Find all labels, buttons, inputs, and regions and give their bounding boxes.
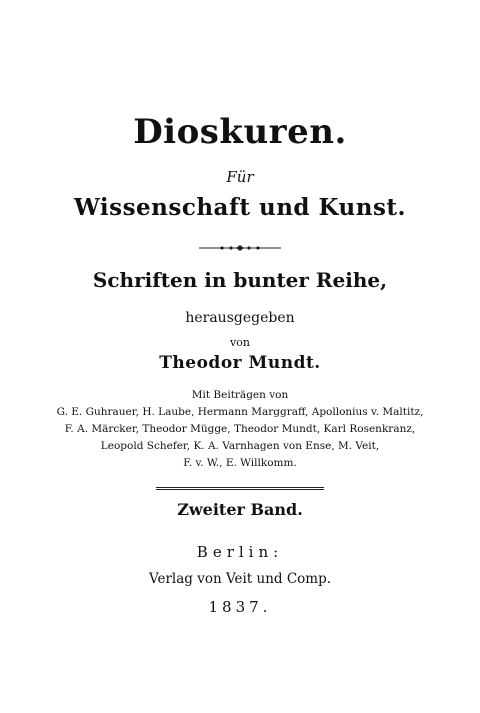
contributors-line: F. A. Märcker, Theodor Mügge, Theodor Mundt, Karl Rosenkranz,	[64, 423, 416, 435]
book-subtitle: Schriften in bunter Reihe,	[92, 268, 388, 292]
contributors-line: Leopold Schefer, K. A. Varnhagen von Ense, M. Veit,	[100, 440, 380, 452]
contributors-line: G. E. Guhrauer, H. Laube, Hermann Marggraff, Apollonius v. Maltitz,	[56, 406, 424, 418]
publication-year: 1837.	[208, 598, 272, 616]
by-label: von	[230, 336, 250, 349]
editor-name: Theodor Mundt.	[159, 353, 321, 373]
publisher-name: Verlag von Veit und Comp.	[148, 571, 332, 587]
volume-label: Zweiter Band.	[177, 500, 303, 519]
double-rule	[156, 487, 324, 488]
ornament-divider	[0, 243, 480, 253]
for-label: Für	[226, 168, 254, 186]
book-subject: Wissenschaft und Kunst.	[73, 194, 407, 221]
book-title: Dioskuren.	[133, 112, 347, 152]
contributors-heading: Mit Beiträgen von	[191, 389, 289, 401]
edited-by-label: herausgegeben	[185, 310, 295, 326]
publication-city: Berlin:	[196, 543, 284, 561]
double-rule	[156, 489, 324, 490]
contributors-line: F. v. W., E. Willkomm.	[183, 457, 297, 469]
